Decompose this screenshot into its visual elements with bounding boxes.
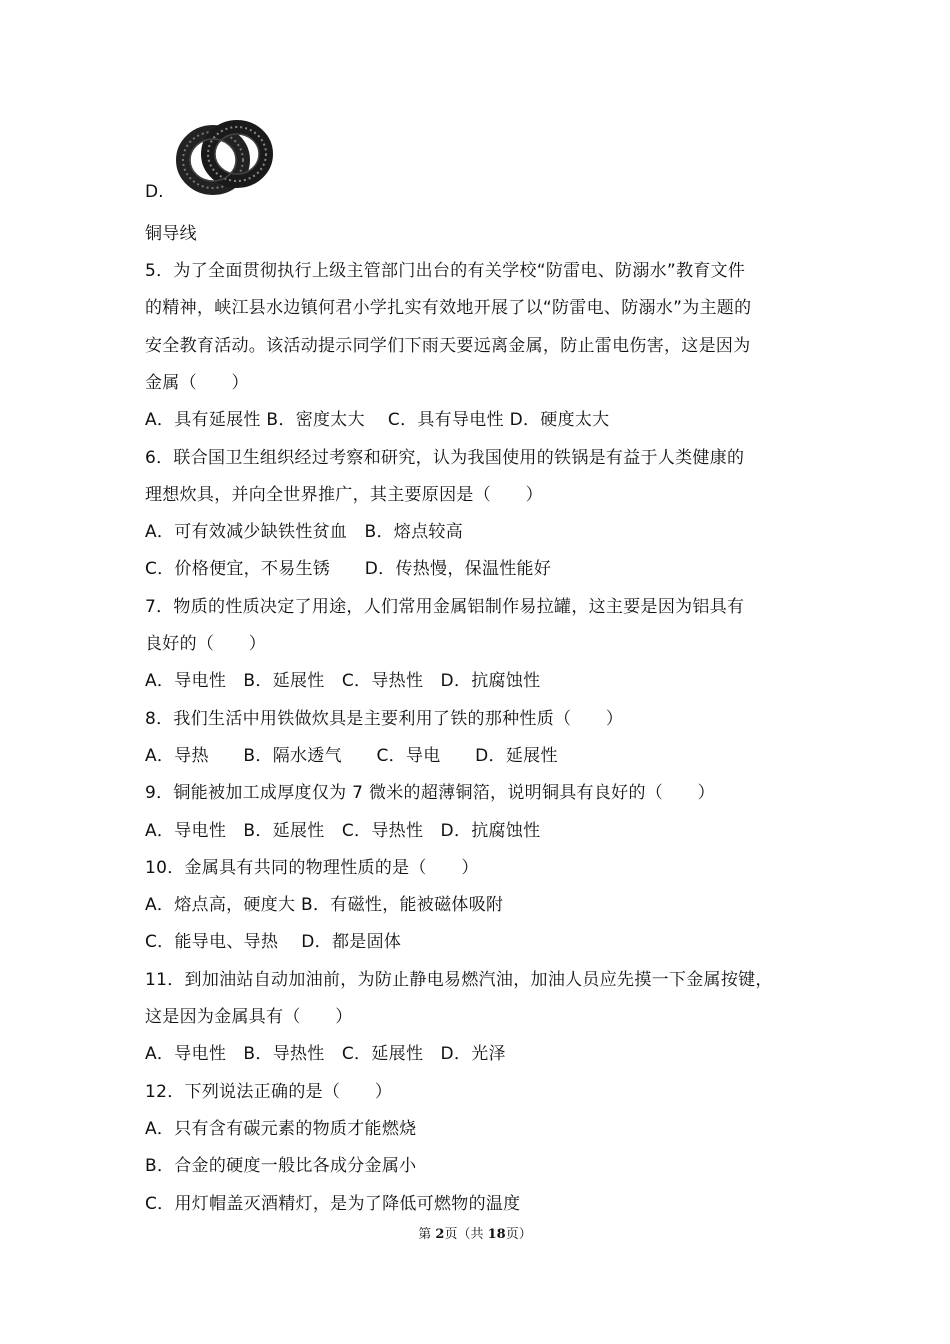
question-stem-line: 的精神，峡江县水边镇何君小学扎实有效地开展了以“防雷电、防溺水”为主题的 bbox=[145, 298, 752, 319]
answer-options-line[interactable]: C．用灯帽盖灭酒精灯，是为了降低可燃物的温度 bbox=[145, 1193, 521, 1214]
answer-options-line[interactable]: C．价格便宜，不易生锈 D．传热慢，保温性能好 bbox=[145, 559, 552, 580]
answer-options-line[interactable]: A．导电性 B．导热性 C．延展性 D．光泽 bbox=[145, 1044, 506, 1065]
total-page-count: 18 bbox=[487, 1227, 506, 1242]
question-stem-line: 6．联合国卫生组织经过考察和研究，认为我国使用的铁锅是有益于人类健康的 bbox=[145, 447, 745, 468]
question-stem-line: 10．金属具有共同的物理性质的是（ ） bbox=[145, 857, 479, 878]
question-stem-line: 金属（ ） bbox=[145, 372, 249, 393]
question-stem-line: 11．到加油站自动加油前，为防止静电易燃汽油，加油人员应先摸一下金属按键， bbox=[145, 969, 773, 990]
question-stem-line: 安全教育活动。该活动提示同学们下雨天要远离金属，防止雷电伤害，这是因为 bbox=[145, 335, 751, 356]
option-d-label: D. bbox=[145, 182, 164, 202]
answer-options-line[interactable]: A．只有含有碳元素的物质才能燃烧 bbox=[145, 1118, 417, 1139]
question-4-option-d[interactable] bbox=[145, 118, 345, 208]
copper-wire-coil-icon bbox=[175, 118, 275, 198]
question-stem-line: 12．下列说法正确的是（ ） bbox=[145, 1081, 393, 1102]
question-stem-line: 8．我们生活中用铁做炊具是主要利用了铁的那种性质（ ） bbox=[145, 708, 624, 729]
option-d-caption: 铜导线 bbox=[145, 224, 197, 244]
question-stem-line: 5．为了全面贯彻执行上级主管部门出台的有关学校“防雷电、防溺水”教育文件 bbox=[145, 261, 746, 281]
page-footer: 第 2页（共 18页） bbox=[418, 1227, 532, 1242]
question-stem-line: 良好的（ ） bbox=[145, 634, 267, 654]
answer-options-line[interactable]: C．能导电、导热 D．都是固体 bbox=[145, 932, 402, 953]
question-stem-line: 这是因为金属具有（ ） bbox=[145, 1007, 353, 1027]
question-stem-line: 7．物质的性质决定了用途，人们常用金属铝制作易拉罐，这主要是因为铝具有 bbox=[145, 596, 745, 617]
answer-options-line[interactable]: B．合金的硬度一般比各成分金属小 bbox=[145, 1156, 417, 1177]
current-page-number: 2 bbox=[435, 1227, 445, 1242]
answer-options-line[interactable]: A．导电性 B．延展性 C．导热性 D．抗腐蚀性 bbox=[145, 671, 541, 692]
answer-options-line[interactable]: A．熔点高，硬度大 B．有磁性，能被磁体吸附 bbox=[145, 895, 504, 916]
answer-options-line[interactable]: A．具有延展性 B．密度太大 C．具有导电性 D．硬度太大 bbox=[145, 410, 610, 431]
answer-options-line[interactable]: A．导电性 B．延展性 C．导热性 D．抗腐蚀性 bbox=[145, 820, 541, 841]
answer-options-line[interactable]: A．导热 B．隔水透气 C．导电 D．延展性 bbox=[145, 745, 558, 766]
question-stem-line: 9．铜能被加工成厚度仅为 7 微米的超薄铜箔，说明铜具有良好的（ ） bbox=[145, 783, 715, 804]
answer-options-line[interactable]: A．可有效减少缺铁性贫血 B．熔点较高 bbox=[145, 522, 463, 543]
question-stem-line: 理想炊具，并向全世界推广，其主要原因是（ ） bbox=[145, 484, 543, 505]
